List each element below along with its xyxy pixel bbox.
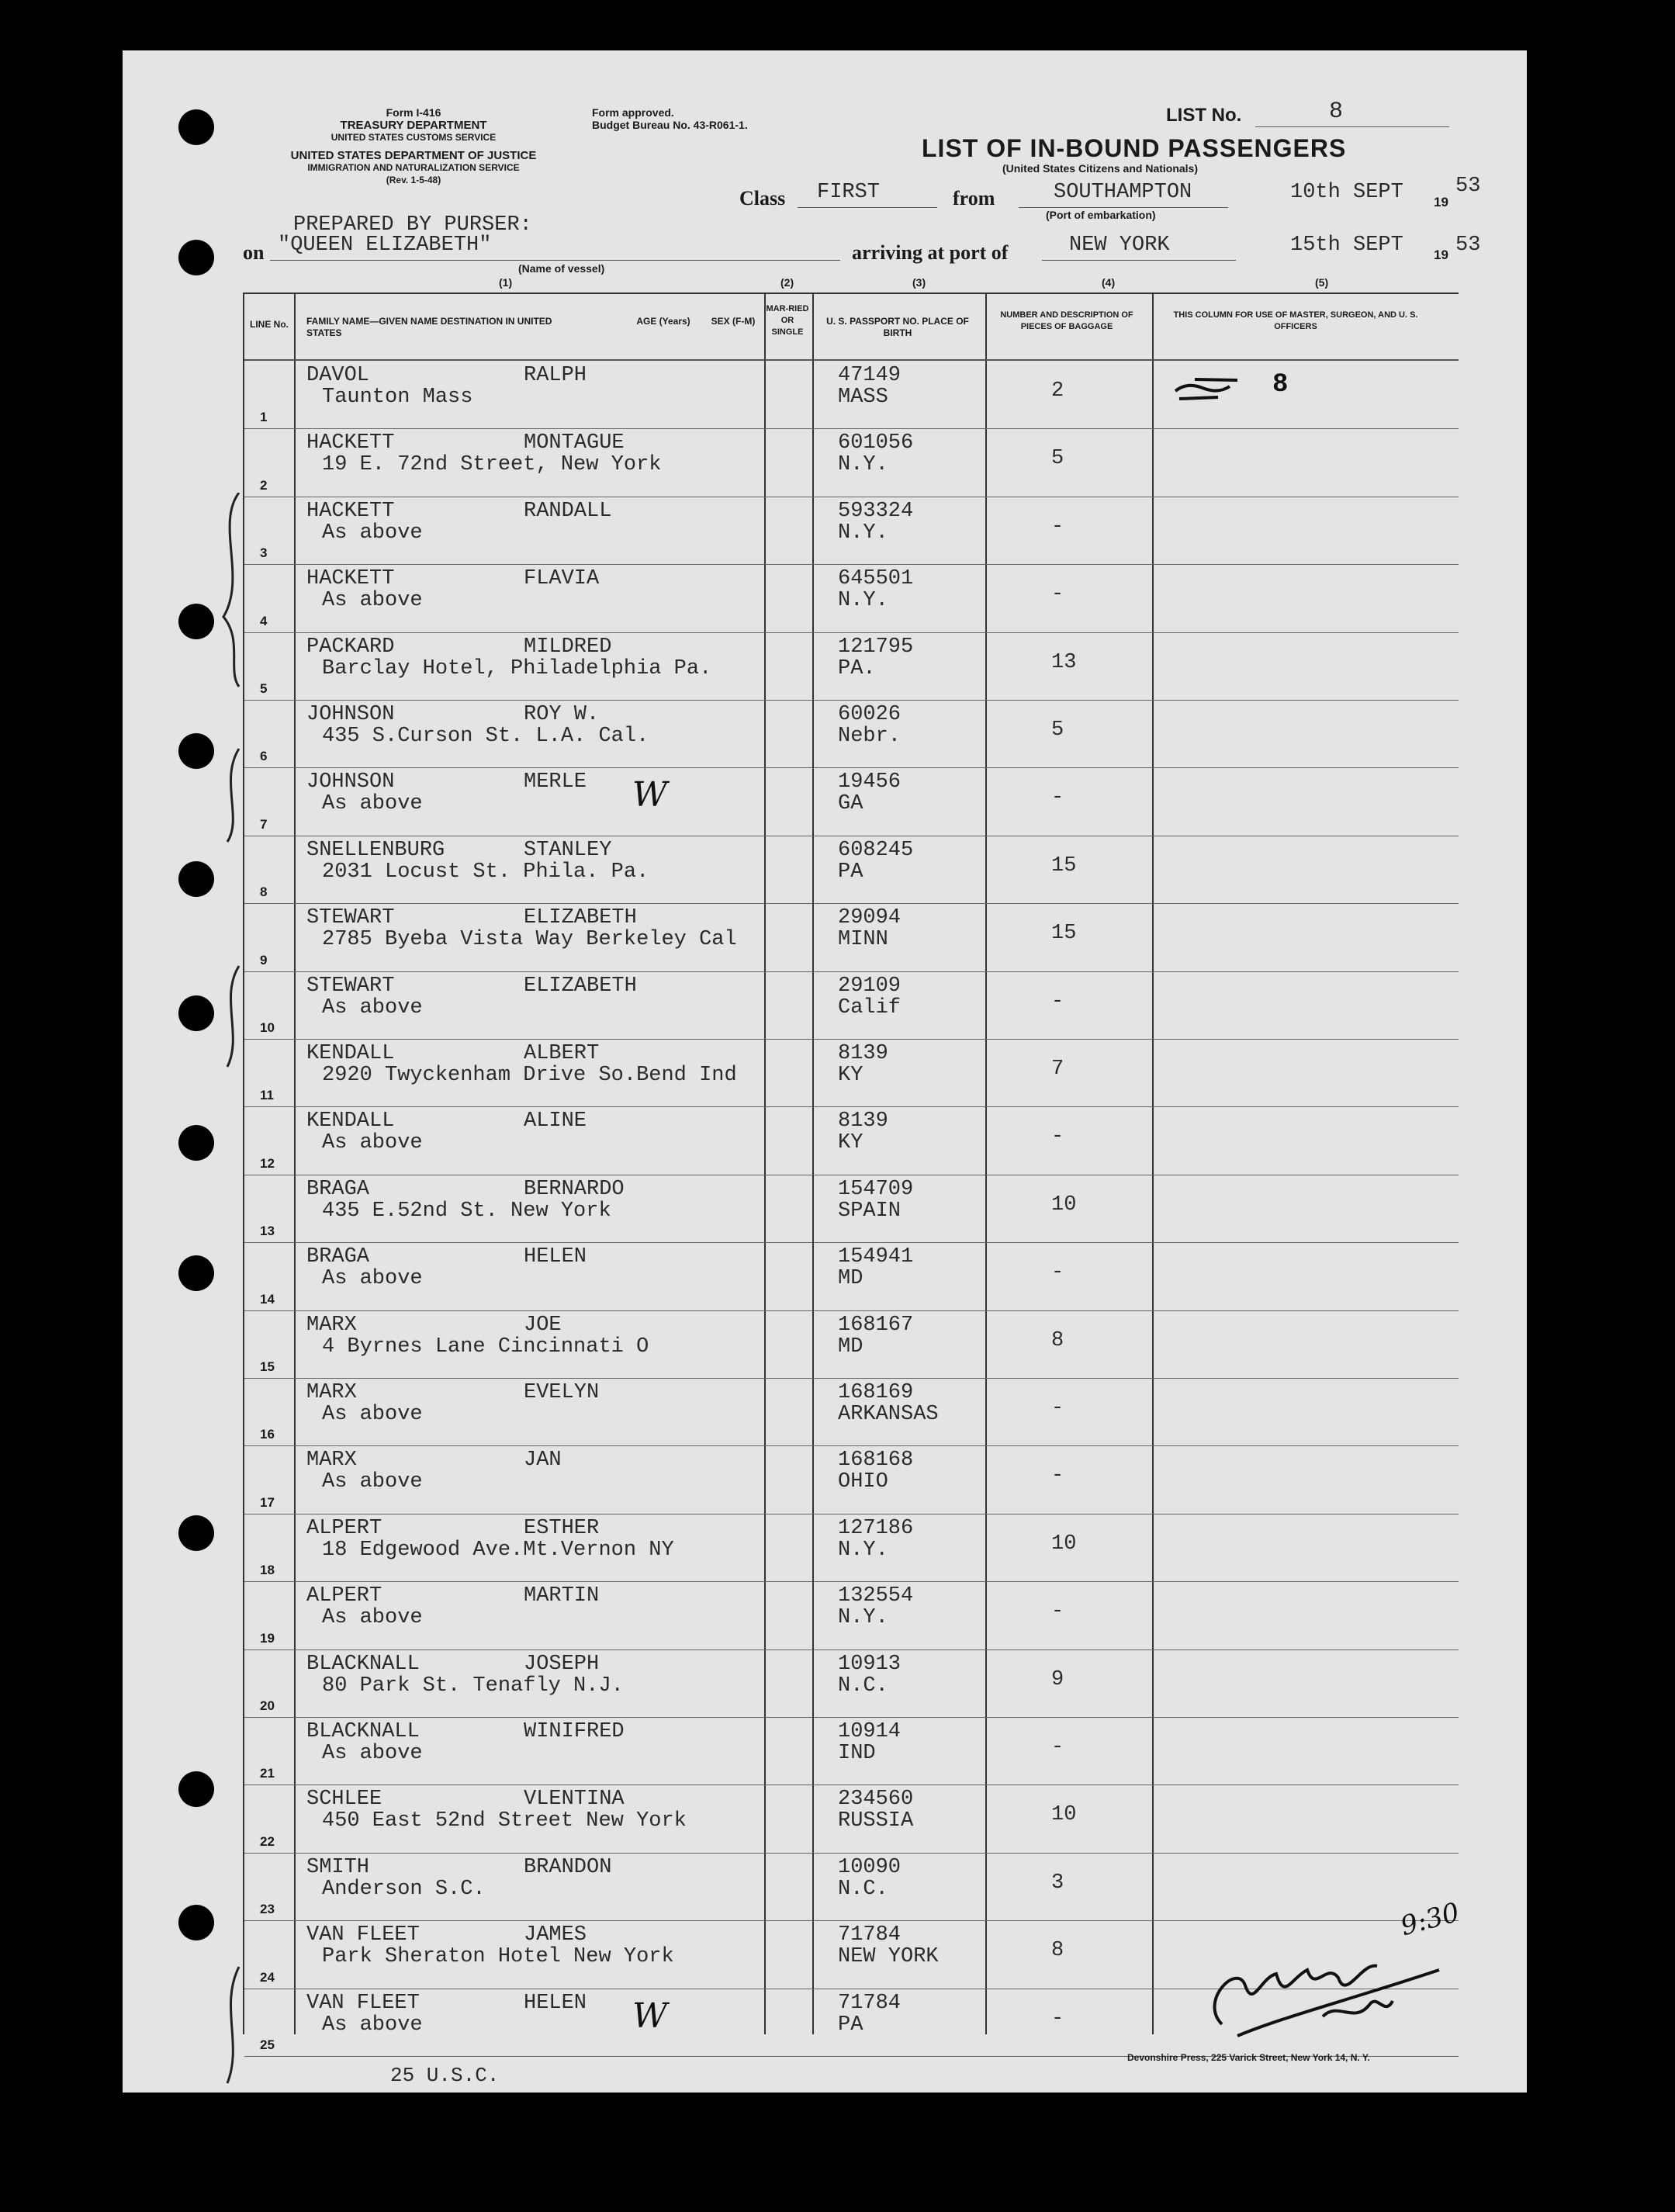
passport-number: 121795: [838, 635, 914, 659]
officer-signature: [1191, 1931, 1447, 2048]
col-passport-header: U. S. PASSPORT NO. PLACE OF BIRTH: [826, 316, 969, 338]
col-line-header: LINE No.: [250, 319, 289, 330]
list-underline: [1255, 126, 1449, 127]
passport-number: 8139: [838, 1109, 888, 1134]
passport-number: 47149: [838, 364, 902, 387]
destination: 2031 Locust St. Phila. Pa.: [322, 860, 649, 884]
line-number: 12: [260, 1155, 275, 1171]
family-name: MARX: [306, 1381, 357, 1404]
passport-number: 154941: [838, 1245, 914, 1269]
handwritten-mark: W: [632, 1996, 668, 2036]
destination: As above: [322, 1470, 423, 1494]
ins-service: IMMIGRATION AND NATURALIZATION SERVICE: [307, 162, 520, 173]
col-num-3: (3): [912, 276, 926, 289]
revision-date: (Rev. 1-5-48): [386, 175, 441, 185]
destination: 80 Park St. Tenafly N.J.: [322, 1674, 624, 1698]
family-name: STEWART: [306, 906, 395, 930]
table-row: [244, 1106, 1459, 1175]
given-name: MONTAGUE: [524, 431, 625, 455]
destination: 435 E.52nd St. New York: [322, 1199, 611, 1223]
table-row: [244, 1378, 1459, 1446]
vessel-underline: [270, 260, 840, 261]
list-label: LIST No.: [1166, 105, 1242, 126]
given-name: STANLEY: [524, 838, 612, 862]
place-of-birth: N.Y.: [838, 1606, 888, 1630]
passport-number: 168167: [838, 1313, 914, 1337]
table-row: [244, 767, 1459, 836]
place-of-birth: N.C.: [838, 1674, 888, 1698]
destination: 18 Edgewood Ave.Mt.Vernon NY: [322, 1538, 674, 1562]
line-number: 6: [260, 749, 268, 764]
passport-number: 168169: [838, 1381, 914, 1404]
place-of-birth: N.C.: [838, 1877, 888, 1901]
col-num-1: (1): [499, 276, 513, 289]
place-of-birth: PA: [838, 860, 863, 884]
family-name: BLACKNALL: [306, 1720, 420, 1743]
family-name: PACKARD: [306, 635, 395, 659]
line-number: 16: [260, 1427, 275, 1442]
family-name: HACKETT: [306, 499, 395, 523]
given-name: JAMES: [524, 1923, 587, 1947]
baggage-count: 5: [1051, 447, 1064, 471]
given-name: ELIZABETH: [524, 974, 637, 998]
place-of-birth: N.Y.: [838, 589, 888, 613]
place-of-birth: MD: [838, 1334, 863, 1359]
depart-year: 53: [1455, 175, 1481, 198]
place-of-birth: PA: [838, 2013, 863, 2037]
passport-number: 71784: [838, 1923, 902, 1947]
treasury-dept: TREASURY DEPARTMENT: [340, 119, 487, 132]
officer-mark: 8: [1272, 370, 1289, 400]
vessel-note: (Name of vessel): [518, 262, 605, 275]
table-row: [244, 1175, 1459, 1243]
line-number: 1: [260, 410, 268, 425]
given-name: VLENTINA: [524, 1788, 625, 1812]
line-number: 10: [260, 1019, 275, 1035]
family-name: BRAGA: [306, 1177, 370, 1201]
baggage-count: -: [1051, 1464, 1064, 1488]
given-name: HELEN: [524, 1245, 587, 1269]
destination: As above: [322, 1403, 423, 1426]
table-row: [244, 836, 1459, 904]
arrival-underline: [1042, 260, 1236, 261]
place-of-birth: PA.: [838, 656, 876, 680]
col-name-header: FAMILY NAME—GIVEN NAME DESTINATION IN UNITED STATES: [306, 316, 552, 338]
given-name: ROY W.: [524, 703, 600, 726]
given-name: JAN: [524, 1449, 562, 1473]
col-age-header: AGE (Years): [636, 316, 690, 327]
place-of-birth: MASS: [838, 386, 888, 409]
line-number: 7: [260, 816, 268, 832]
passport-number: 127186: [838, 1516, 914, 1540]
list-number: 8: [1329, 99, 1344, 125]
passport-number: 601056: [838, 431, 914, 455]
year-prefix: 19: [1434, 195, 1448, 209]
baggage-count: -: [1051, 583, 1064, 607]
given-name: JOSEPH: [524, 1652, 600, 1676]
baggage-count: -: [1051, 1397, 1064, 1420]
passport-number: 132554: [838, 1584, 914, 1608]
family-name: HACKETT: [306, 567, 395, 591]
printer-credit: Devonshire Press, 225 Varick Street, New York 14, N. Y.: [1127, 2052, 1370, 2063]
page-subtitle: (United States Citizens and Nationals): [1002, 162, 1199, 175]
table-row: [244, 1581, 1459, 1649]
budget-bureau: Budget Bureau No. 43-R061-1.: [592, 119, 748, 131]
family-name: SMITH: [306, 1855, 370, 1879]
destination: 435 S.Curson St. L.A. Cal.: [322, 725, 649, 748]
baggage-count: 5: [1051, 718, 1064, 742]
destination: 19 E. 72nd Street, New York: [322, 453, 662, 477]
given-name: EVELYN: [524, 1381, 600, 1404]
given-name: WINIFRED: [524, 1720, 625, 1743]
col-num-2: (2): [780, 276, 794, 289]
baggage-count: -: [1051, 786, 1064, 810]
on-label: on: [243, 241, 265, 264]
class-underline: [798, 207, 937, 208]
line-number: 2: [260, 477, 268, 493]
arrival-year: 53: [1455, 234, 1481, 257]
place-of-birth: OHIO: [838, 1470, 888, 1494]
baggage-count: 10: [1051, 1803, 1077, 1827]
officer-scribble: [1171, 376, 1257, 399]
line-number: 14: [260, 1291, 275, 1307]
arrival-date: 15th SEPT: [1290, 234, 1403, 257]
line-number: 21: [260, 1766, 275, 1781]
destination: Park Sheraton Hotel New York: [322, 1945, 674, 1969]
family-name: JOHNSON: [306, 770, 395, 794]
table-row: [244, 1514, 1459, 1582]
passport-number: 19456: [838, 770, 902, 794]
place-of-birth: NEW YORK: [838, 1945, 939, 1969]
passenger-table: [243, 293, 1463, 2052]
baggage-count: -: [1051, 1261, 1064, 1285]
passport-number: 154709: [838, 1177, 914, 1201]
class-label: Class: [739, 187, 786, 209]
destination: Taunton Mass: [322, 386, 473, 409]
prepared-by: PREPARED BY PURSER:: [293, 213, 532, 237]
passport-number: 29109: [838, 974, 902, 998]
baggage-count: -: [1051, 514, 1064, 538]
place-of-birth: MD: [838, 1267, 863, 1291]
given-name: RALPH: [524, 364, 587, 387]
col-sex-header: SEX (F-M): [711, 316, 756, 327]
baggage-count: 8: [1051, 1328, 1064, 1352]
table-row: [244, 1853, 1459, 1921]
place-of-birth: Nebr.: [838, 725, 902, 748]
vessel-name: "QUEEN ELIZABETH": [278, 234, 492, 257]
line-number: 18: [260, 1563, 275, 1578]
family-name: BLACKNALL: [306, 1652, 420, 1676]
given-name: ALINE: [524, 1109, 587, 1134]
passport-number: 645501: [838, 567, 914, 591]
baggage-count: -: [1051, 1125, 1064, 1149]
family-name: VAN FLEET: [306, 1923, 420, 1947]
handwritten-mark: W: [632, 775, 668, 815]
baggage-count: -: [1051, 989, 1064, 1013]
port-underline: [1019, 207, 1228, 208]
given-name: BERNARDO: [524, 1177, 625, 1201]
family-name: DAVOL: [306, 364, 370, 387]
table-row: [244, 971, 1459, 1040]
place-of-birth: N.Y.: [838, 1538, 888, 1562]
line-number: 3: [260, 545, 268, 561]
destination: As above: [322, 995, 423, 1019]
passport-number: 608245: [838, 838, 914, 862]
table-row: [244, 564, 1459, 632]
place-of-birth: GA: [838, 792, 863, 816]
line-number: 11: [260, 1088, 274, 1103]
left-margin-marks: [208, 493, 254, 2122]
passport-number: 10090: [838, 1855, 902, 1879]
baggage-count: 13: [1051, 650, 1077, 674]
family-name: KENDALL: [306, 1109, 395, 1134]
destination: As above: [322, 1606, 423, 1630]
passport-number: 71784: [838, 1991, 902, 2015]
passport-number: 29094: [838, 906, 902, 930]
given-name: ESTHER: [524, 1516, 600, 1540]
col-num-4: (4): [1102, 276, 1116, 289]
line-number: 20: [260, 1698, 275, 1713]
justice-dept: UNITED STATES DEPARTMENT OF JUSTICE: [290, 149, 537, 162]
baggage-count: 10: [1051, 1532, 1077, 1556]
baggage-count: -: [1051, 2006, 1064, 2030]
col-officers-header: THIS COLUMN FOR USE OF MASTER, SURGEON, AND U. S. OFFICERS: [1173, 310, 1418, 331]
table-row: [244, 428, 1459, 497]
place-of-birth: ARKANSAS: [838, 1403, 939, 1426]
baggage-count: 15: [1051, 853, 1077, 878]
given-name: MERLE: [524, 770, 587, 794]
table-row: [244, 700, 1459, 768]
passport-number: 8139: [838, 1042, 888, 1065]
line-number: 13: [260, 1224, 275, 1239]
destination: As above: [322, 1131, 423, 1155]
line-number: 9: [260, 952, 268, 968]
depart-date: 10th SEPT: [1290, 181, 1403, 204]
family-name: STEWART: [306, 974, 395, 998]
arrival-port: NEW YORK: [1069, 234, 1170, 257]
baggage-count: 3: [1051, 1871, 1064, 1895]
line-number: 4: [260, 613, 268, 628]
given-name: MILDRED: [524, 635, 612, 659]
destination: As above: [322, 589, 423, 613]
table-row: [244, 632, 1459, 701]
given-name: ELIZABETH: [524, 906, 637, 930]
handwritten-time: 9:30: [1397, 1896, 1463, 1943]
table-row: [244, 1717, 1459, 1785]
table-row: [244, 1242, 1459, 1310]
baggage-count: 7: [1051, 1058, 1064, 1081]
given-name: ALBERT: [524, 1042, 600, 1065]
baggage-count: 15: [1051, 922, 1077, 946]
place-of-birth: IND: [838, 1742, 876, 1765]
class-value: FIRST: [817, 181, 881, 204]
passport-number: 60026: [838, 703, 902, 726]
family-name: ALPERT: [306, 1584, 382, 1608]
line-number: 19: [260, 1630, 275, 1646]
passport-number: 10913: [838, 1652, 902, 1676]
col-baggage-header: NUMBER AND DESCRIPTION OF PIECES OF BAGGAGE: [1000, 310, 1133, 331]
place-of-birth: MINN: [838, 928, 888, 952]
family-name: BRAGA: [306, 1245, 370, 1269]
line-number: 22: [260, 1833, 275, 1849]
baggage-count: 9: [1051, 1667, 1064, 1691]
family-name: SCHLEE: [306, 1788, 382, 1812]
from-label: from: [953, 187, 995, 209]
form-approved: Form approved.: [592, 106, 674, 119]
family-name: ALPERT: [306, 1516, 382, 1540]
line-number: 24: [260, 1969, 275, 1985]
destination: Barclay Hotel, Philadelphia Pa.: [322, 656, 712, 680]
family-name: SNELLENBURG: [306, 838, 445, 862]
place-of-birth: RUSSIA: [838, 1809, 914, 1833]
line-number: 25: [260, 2037, 275, 2052]
destination: As above: [322, 1267, 423, 1291]
place-of-birth: SPAIN: [838, 1199, 902, 1223]
destination: 4 Byrnes Lane Cincinnati O: [322, 1334, 649, 1359]
destination: As above: [322, 2013, 423, 2037]
place-of-birth: KY: [838, 1064, 863, 1087]
form-number: Form I-416: [386, 106, 441, 119]
punch-hole: [178, 109, 214, 145]
col-num-5: (5): [1315, 276, 1329, 289]
table-row: [244, 1445, 1459, 1514]
destination: Anderson S.C.: [322, 1877, 486, 1901]
destination: 2920 Twyckenham Drive So.Bend Ind: [322, 1064, 737, 1087]
line-number: 23: [260, 1902, 275, 1917]
family-name: JOHNSON: [306, 703, 395, 726]
given-name: FLAVIA: [524, 567, 600, 591]
year-prefix-2: 19: [1434, 248, 1448, 262]
place-of-birth: KY: [838, 1131, 863, 1155]
table-row: [244, 1039, 1459, 1107]
place-of-birth: N.Y.: [838, 453, 888, 477]
family-name: KENDALL: [306, 1042, 395, 1065]
arriving-label: arriving at port of: [852, 241, 1009, 264]
family-name: MARX: [306, 1449, 357, 1473]
baggage-count: 10: [1051, 1193, 1077, 1217]
destination: 450 East 52nd Street New York: [322, 1809, 687, 1833]
given-name: BRANDON: [524, 1855, 612, 1879]
passport-number: 593324: [838, 499, 914, 523]
given-name: MARTIN: [524, 1584, 600, 1608]
destination: As above: [322, 1742, 423, 1765]
passport-number: 10914: [838, 1720, 902, 1743]
page-title: LIST OF IN-BOUND PASSENGERS: [922, 134, 1347, 162]
customs-service: UNITED STATES CUSTOMS SERVICE: [331, 132, 497, 143]
line-number: 15: [260, 1359, 275, 1374]
given-name: JOE: [524, 1313, 562, 1337]
table-row: [244, 497, 1459, 565]
destination: As above: [322, 792, 423, 816]
given-name: RANDALL: [524, 499, 612, 523]
baggage-count: -: [1051, 1736, 1064, 1759]
family-name: MARX: [306, 1313, 357, 1337]
place-of-birth: Calif: [838, 995, 902, 1019]
family-name: HACKETT: [306, 431, 395, 455]
passport-number: 168168: [838, 1449, 914, 1473]
line-number: 5: [260, 680, 268, 696]
table-row: [244, 1784, 1459, 1853]
baggage-count: 8: [1051, 1939, 1064, 1963]
table-row: [244, 903, 1459, 971]
line-number: 8: [260, 884, 268, 900]
manifest-sheet: [123, 50, 1527, 2093]
baggage-count: 2: [1051, 379, 1064, 403]
table-row: [244, 1649, 1459, 1718]
line-number: 17: [260, 1494, 275, 1510]
col-married-header: MAR-RIED OR SINGLE: [766, 304, 809, 337]
table-row: [244, 1310, 1459, 1379]
punch-hole: [178, 240, 214, 275]
given-name: HELEN: [524, 1991, 587, 2015]
embark-port: SOUTHAMPTON: [1054, 181, 1192, 204]
footer-note: 25 U.S.C.: [390, 2064, 500, 2087]
destination: 2785 Byeba Vista Way Berkeley Cal: [322, 928, 737, 952]
place-of-birth: N.Y.: [838, 521, 888, 545]
passport-number: 234560: [838, 1788, 914, 1812]
destination: As above: [322, 521, 423, 545]
baggage-count: -: [1051, 1600, 1064, 1624]
family-name: VAN FLEET: [306, 1991, 420, 2015]
embark-note: (Port of embarkation): [1046, 209, 1156, 221]
